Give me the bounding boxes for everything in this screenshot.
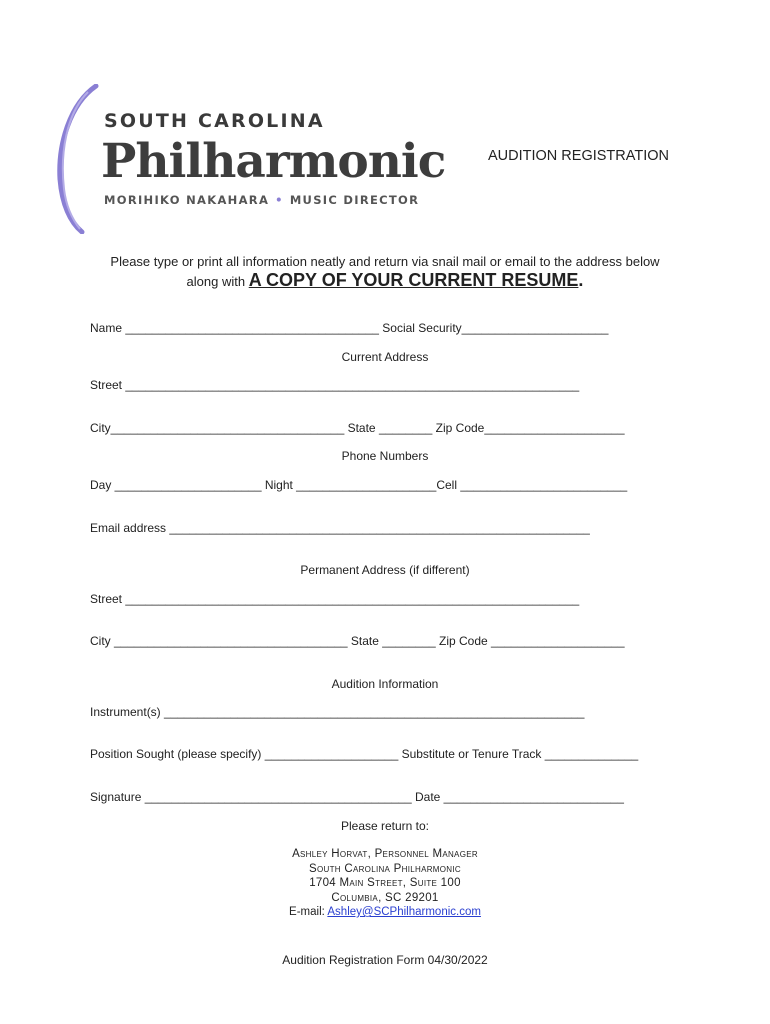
footer-form-version: Audition Registration Form 04/30/2022 <box>282 953 488 967</box>
permanent-address-heading: Permanent Address (if different) <box>300 563 470 577</box>
return-heading: Please return to: <box>340 819 430 833</box>
logo-wordmark: Philharmonic <box>101 134 446 189</box>
phone-numbers-heading: Phone Numbers <box>341 449 429 463</box>
intro-line-2 <box>0 270 770 291</box>
logo-director-line <box>104 193 419 207</box>
phone-field-row[interactable]: Day ______________________ Night _____________________Cell _________________________ <box>90 478 628 492</box>
logo-director-name: MORIHIKO NAKAHARA <box>104 193 270 207</box>
signature-date-field-row[interactable]: Signature ________________________________________ Date ___________________________ <box>90 790 624 804</box>
instrument-field-row[interactable]: Instrument(s) _______________________________________________________________ <box>90 705 585 719</box>
logo-region-text: SOUTH CAROLINA <box>104 110 325 132</box>
audition-information-heading: Audition Information <box>331 677 439 691</box>
logo-director-title: MUSIC DIRECTOR <box>289 193 420 207</box>
email-link[interactable]: Ashley@SCPhilharmonic.com <box>327 906 481 918</box>
logo-separator-dot: • <box>275 193 284 207</box>
street-field-row[interactable]: Street ____________________________________________________________________ <box>90 378 580 392</box>
city-address: Columbia, SC 29201 <box>331 892 439 904</box>
intro-suffix: . <box>578 270 584 290</box>
organization-name: South Carolina Philharmonic <box>309 863 461 875</box>
name-ssn-field-row[interactable]: Name ______________________________________ Social Security______________________ <box>90 321 609 335</box>
email-label: E-mail: <box>289 906 328 918</box>
city-state-zip-field-row[interactable]: City___________________________________ State ________ Zip Code_____________________ <box>90 421 625 435</box>
position-field-row[interactable]: Position Sought (please specify) ____________________ Substitute or Tenure Track ______________ <box>90 747 639 761</box>
email-line <box>0 905 770 920</box>
contact-name: Ashley Horvat, Personnel Manager <box>292 848 478 860</box>
page-title: AUDITION REGISTRATION <box>488 148 669 164</box>
resume-emphasis: A COPY OF YOUR CURRENT RESUME <box>248 270 579 290</box>
street-address: 1704 Main Street, Suite 100 <box>309 877 461 889</box>
email-field-row[interactable]: Email address _______________________________________________________________ <box>90 521 590 535</box>
permanent-city-state-zip-field-row[interactable]: City ___________________________________ State ________ Zip Code ____________________ <box>90 634 625 648</box>
current-address-heading: Current Address <box>341 350 429 364</box>
intro-prefix: along with <box>186 274 249 289</box>
intro-line-1: Please type or print all information neatly and return via snail mail or email to the address below <box>110 254 660 269</box>
permanent-street-field-row[interactable]: Street ____________________________________________________________________ <box>90 592 580 606</box>
